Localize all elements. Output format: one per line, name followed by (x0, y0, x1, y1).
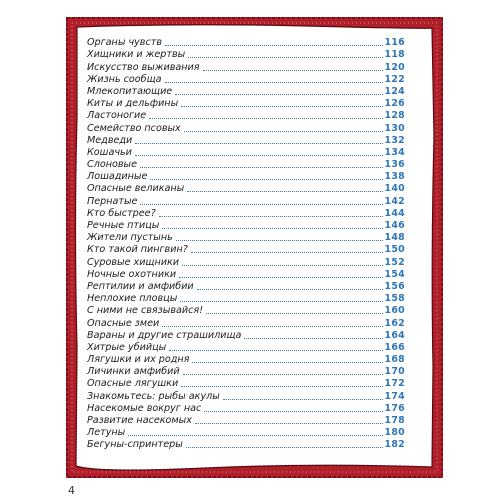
dot-leader (150, 179, 382, 180)
toc-entry-title: Лягушки и их родня (87, 354, 190, 366)
toc-entry-title: Опасные змеи (87, 317, 160, 329)
dot-leader (175, 94, 382, 95)
toc-entry-page: 130 (384, 122, 405, 134)
toc-entry-title: Опасные великаны (87, 183, 185, 195)
toc-entry-title: Киты и дельфины (87, 98, 179, 110)
dot-leader (140, 167, 383, 168)
toc-entry (87, 49, 405, 61)
dot-leader (181, 106, 382, 107)
toc-entry-title: Хитрые убийцы (87, 341, 167, 353)
dot-leader (140, 204, 382, 205)
toc-entry-title: Кто быстрее? (87, 207, 156, 219)
toc-entry-title: Личинки амфибий (87, 366, 180, 378)
toc-entry-title: Органы чувств (87, 37, 162, 49)
toc-entry (87, 232, 405, 244)
toc-entry-title: Ночные охотники (87, 268, 177, 280)
toc-entry (87, 183, 405, 195)
toc-entry-page: 164 (384, 329, 405, 341)
toc-entry-page: 176 (384, 402, 405, 414)
toc-entry-page: 124 (384, 85, 405, 97)
toc-entry (87, 330, 405, 342)
toc-entry (87, 415, 405, 427)
toc-entry (87, 427, 405, 439)
toc-entry (87, 122, 405, 134)
dot-leader (186, 447, 383, 448)
toc-entry-title: Млекопитающие (87, 85, 173, 97)
toc-entry (87, 269, 405, 281)
dot-leader (135, 143, 382, 144)
toc-entry (87, 195, 405, 207)
dot-leader (165, 82, 383, 83)
dot-leader (162, 228, 382, 229)
toc-entry-page: 160 (384, 305, 405, 317)
toc-entry-page: 128 (384, 110, 405, 122)
toc-entry-title: Слоновые (87, 159, 137, 171)
toc-entry (87, 378, 405, 390)
toc-entry (87, 208, 405, 220)
toc-entry-page: 182 (384, 439, 405, 451)
dot-leader (191, 252, 383, 253)
toc-entry-page: 150 (384, 244, 405, 256)
toc-entry-page: 174 (384, 390, 405, 402)
toc-entry-page: 142 (384, 195, 405, 207)
toc-entry (87, 86, 405, 98)
dot-leader (197, 289, 383, 290)
dot-leader (149, 118, 382, 119)
dot-leader (188, 57, 382, 58)
toc-entry-page: 154 (384, 268, 405, 280)
toc-entry (87, 74, 405, 86)
toc-entry (87, 390, 405, 402)
toc-entry (87, 135, 405, 147)
toc-entry-page: 146 (384, 220, 405, 231)
dot-leader (135, 155, 383, 156)
toc-entry-title: Лошадиные (87, 171, 148, 183)
dot-leader (180, 301, 382, 302)
toc-entry-page: 178 (384, 415, 405, 426)
toc-entry-title: Хищники и жертвы (87, 49, 186, 61)
toc-entry (87, 244, 405, 256)
toc-entry-title: Рептилии и амфибии (87, 280, 194, 292)
toc-entry-title: Суровые хищники (87, 256, 180, 268)
toc-entry (87, 342, 405, 354)
toc-entry-page: 170 (384, 366, 405, 378)
toc-entry-title: Ластоногие (87, 110, 147, 122)
toc-entry-page: 168 (384, 354, 405, 366)
dot-leader (159, 216, 383, 217)
table-of-contents (87, 37, 405, 451)
toc-entry-page: 144 (384, 207, 405, 219)
toc-entry (87, 317, 405, 329)
toc-entry-title: Пернатые (87, 195, 138, 207)
dot-leader (169, 350, 382, 351)
toc-entry-title: Жизнь сообща (87, 73, 162, 85)
toc-entry-title: Жители пустынь (87, 232, 173, 244)
toc-entry-page: 152 (384, 256, 405, 268)
toc-entry (87, 293, 405, 305)
toc-entry-page: 122 (384, 73, 405, 85)
toc-entry-page: 126 (384, 98, 405, 110)
toc-entry-page: 166 (384, 341, 405, 353)
toc-entry-page: 136 (384, 159, 405, 171)
toc-entry-page: 118 (384, 49, 405, 61)
toc-entry (87, 61, 405, 73)
dot-leader (179, 277, 382, 278)
toc-entry-title: С ними не связывайся! (87, 305, 204, 317)
toc-entry-page: 120 (384, 61, 405, 73)
toc-entry-page: 158 (384, 293, 405, 305)
toc-entry (87, 110, 405, 122)
toc-entry-title: Неплохие пловцы (87, 293, 178, 305)
toc-entry-page: 138 (384, 171, 405, 183)
toc-entry-page: 132 (384, 134, 405, 146)
dot-leader (184, 131, 383, 132)
toc-entry (87, 159, 405, 171)
toc-entry-title: Знакомьтесь: рыбы акулы (87, 390, 220, 402)
toc-entry-title: Насекомые вокруг нас (87, 402, 202, 414)
dot-leader (182, 265, 383, 266)
toc-entry-title: Искусство выживания (87, 61, 200, 73)
dot-leader (192, 362, 382, 363)
toc-entry (87, 147, 405, 159)
toc-entry (87, 366, 405, 378)
toc-entry (87, 305, 405, 317)
toc-entry-page: 140 (384, 183, 405, 195)
toc-entry-page: 156 (384, 280, 405, 292)
toc-entry-title: Медведи (87, 134, 133, 146)
toc-entry-page: 172 (384, 378, 405, 390)
dot-leader (165, 45, 383, 46)
dot-leader (162, 326, 382, 327)
dot-leader (244, 338, 382, 339)
toc-entry-page: 162 (384, 317, 405, 329)
toc-entry (87, 37, 405, 49)
toc-entry-title: Развитие насекомых (87, 415, 192, 426)
dot-leader (206, 313, 382, 314)
toc-entry-page: 148 (384, 232, 405, 244)
toc-entry (87, 256, 405, 268)
toc-entry (87, 354, 405, 366)
page-number: 4 (68, 484, 75, 497)
toc-entry-page: 180 (384, 427, 405, 439)
dot-leader (204, 411, 382, 412)
dot-leader (187, 191, 382, 192)
toc-entry (87, 281, 405, 293)
toc-entry-title: Речные птицы (87, 220, 160, 231)
dot-leader (203, 70, 383, 71)
toc-entry-page: 134 (384, 146, 405, 158)
dot-leader (195, 423, 383, 424)
toc-entry-title: Опасные лягушки (87, 378, 179, 390)
dot-leader (183, 374, 383, 375)
dot-leader (128, 435, 382, 436)
toc-entry-title: Вараны и другие страшилища (87, 329, 242, 341)
toc-entry-page: 116 (384, 37, 405, 49)
dot-leader (223, 399, 383, 400)
toc-entry (87, 439, 405, 451)
dot-leader (181, 386, 382, 387)
toc-entry-title: Кто такой пингвин? (87, 244, 188, 256)
toc-entry (87, 98, 405, 110)
toc-entry (87, 403, 405, 415)
dot-leader (176, 240, 383, 241)
toc-entry-title: Семейство псовых (87, 122, 181, 134)
toc-entry-title: Бегуны-спринтеры (87, 439, 183, 451)
toc-entry (87, 171, 405, 183)
toc-entry (87, 220, 405, 232)
toc-entry-title: Летуны (87, 427, 126, 439)
toc-entry-title: Кошачьи (87, 146, 132, 158)
